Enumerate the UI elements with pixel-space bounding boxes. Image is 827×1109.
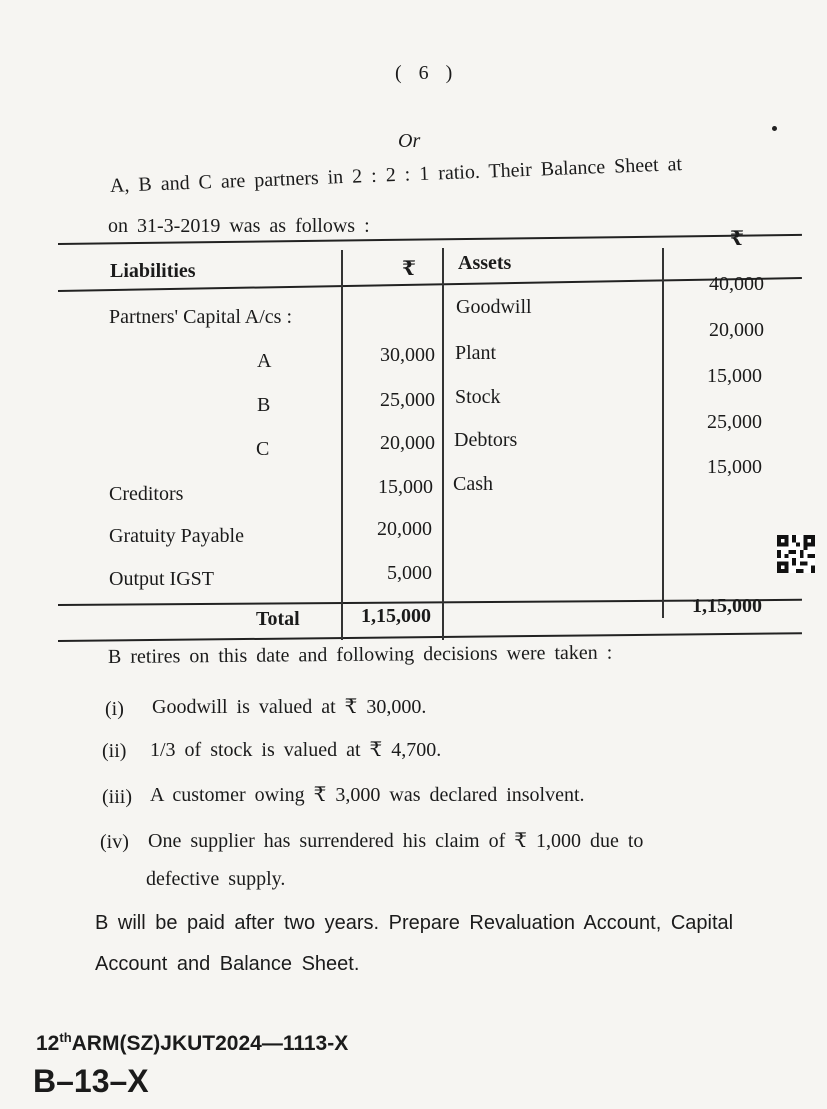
asset-label-cash: Cash	[453, 473, 493, 495]
question-intro-line1: A, B and C are partners in 2 : 2 : 1 ratio. Their Balance Sheet at	[109, 153, 683, 197]
qr-code	[777, 535, 815, 573]
liability-amount-output-igst: 5,000	[387, 562, 432, 584]
paper-code-rest: ARM(SZ)JKUT2024—1113-X	[71, 1032, 349, 1055]
decision-text-4: One supplier has surrendered his claim of ₹ 1,000 due to	[148, 830, 644, 852]
instruction-line1: B will be paid after two years. Prepare Revaluation Account, Capital	[95, 912, 734, 934]
stray-dot	[772, 126, 777, 131]
liability-label-creditors: Creditors	[109, 483, 184, 505]
partner-name-a: A	[257, 350, 272, 372]
question-intro-line2: on 31-3-2019 was as follows :	[108, 215, 370, 237]
asset-amount-plant: 20,000	[709, 319, 764, 341]
total-assets-amount: 1,15,000	[692, 595, 762, 617]
total-liabilities-amount: 1,15,000	[361, 605, 431, 627]
decision-number-3: (iii)	[102, 786, 132, 808]
instruction-line2: Account and Balance Sheet.	[95, 953, 360, 975]
or-label: Or	[398, 130, 421, 152]
asset-amount-stock: 15,000	[707, 365, 762, 387]
table-col-divider-2	[442, 248, 444, 640]
header-assets: Assets	[458, 252, 512, 274]
partner-name-b: B	[257, 394, 271, 416]
series-code: B–13–X	[33, 1063, 149, 1099]
liability-label-output-igst: Output IGST	[109, 568, 214, 590]
decision-number-2: (ii)	[102, 740, 127, 762]
asset-amount-cash: 15,000	[707, 456, 762, 478]
partners-capital-label: Partners' Capital A/cs :	[109, 306, 293, 328]
header-rupee-assets: ₹	[730, 228, 744, 250]
header-liabilities: Liabilities	[110, 260, 196, 282]
asset-amount-debtors: 25,000	[707, 411, 762, 433]
paper-code-sup: th	[59, 1030, 72, 1045]
liability-label-gratuity: Gratuity Payable	[109, 525, 244, 547]
header-rupee-liabilities: ₹	[402, 258, 416, 280]
decision-text-1: Goodwill is valued at ₹ 30,000.	[152, 696, 427, 718]
asset-label-goodwill: Goodwill	[456, 296, 532, 318]
page-number: ( 6 )	[395, 62, 459, 84]
liability-amount-gratuity: 20,000	[377, 518, 432, 540]
partner-amount-c: 20,000	[380, 432, 435, 454]
table-bottom-rule	[58, 632, 802, 642]
total-label: Total	[256, 608, 300, 630]
liability-amount-creditors: 15,000	[378, 476, 433, 498]
asset-label-plant: Plant	[455, 342, 497, 364]
decision-text-4-continued: defective supply.	[146, 868, 286, 890]
paper-code-prefix: 12	[36, 1032, 60, 1055]
decision-text-2: 1/3 of stock is valued at ₹ 4,700.	[150, 739, 442, 761]
decision-text-3: A customer owing ₹ 3,000 was declared insolvent.	[150, 784, 585, 806]
decision-number-4: (iv)	[100, 831, 129, 853]
paper-code	[36, 1030, 348, 1056]
asset-label-stock: Stock	[455, 386, 501, 408]
table-col-divider-3	[662, 248, 664, 618]
partner-amount-b: 25,000	[380, 389, 435, 411]
partner-name-c: C	[256, 438, 270, 460]
asset-amount-goodwill: 40,000	[709, 273, 764, 295]
partner-amount-a: 30,000	[380, 344, 435, 366]
decision-number-1: (i)	[105, 698, 124, 720]
retirement-lead: B retires on this date and following decisions were taken :	[107, 641, 613, 668]
asset-label-debtors: Debtors	[454, 429, 518, 451]
